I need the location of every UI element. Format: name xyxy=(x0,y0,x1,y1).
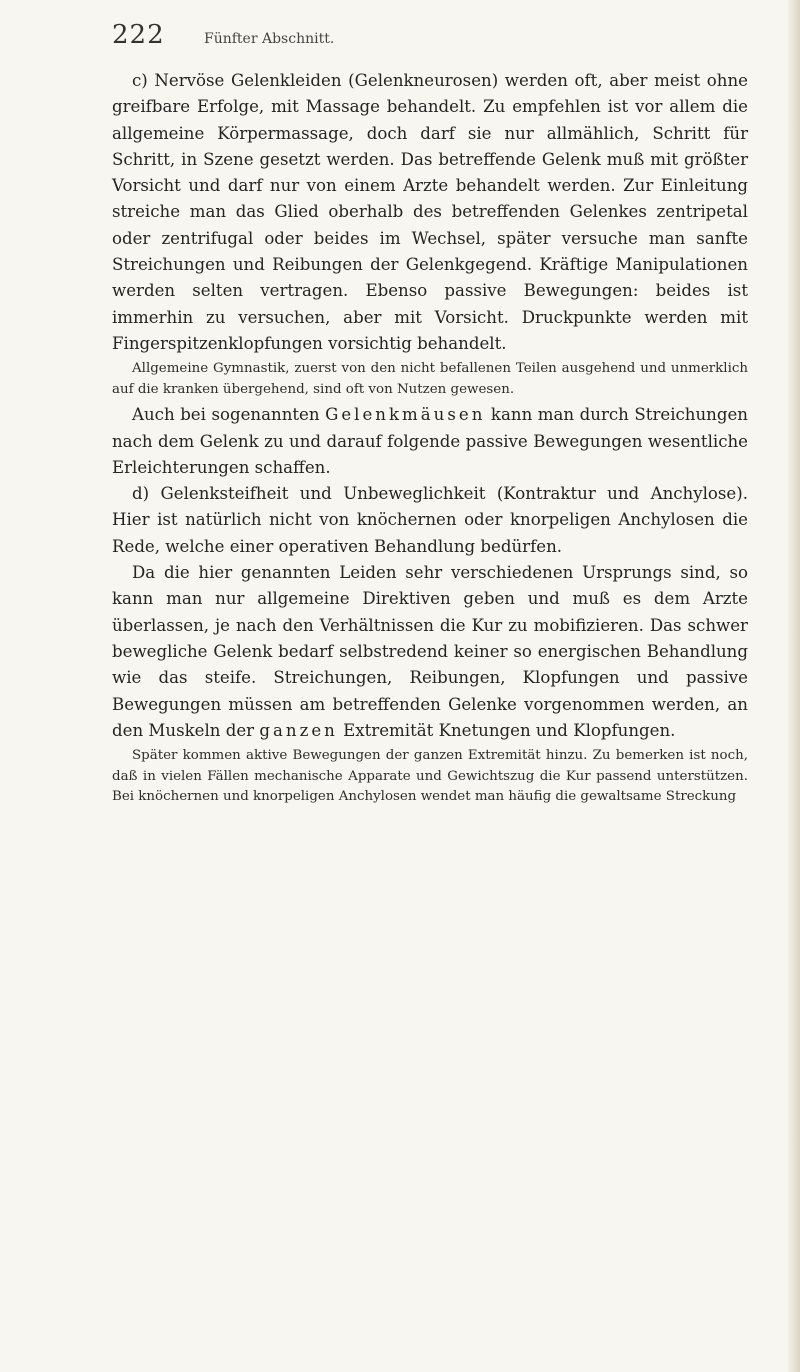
paragraph-joint-mice xyxy=(112,402,748,481)
paragraph-text: Da die hier genannten Leiden sehr verschiedenen Ursprungs sind, so kann man nur allgemeine Direktiven geben und muß es dem Arzte überlassen, je nach den Verhältnissen die Kur zu mobifizieren. Das schwer bewegliche Gelenk bedarf selbstredend keiner so energischen Behandlung wie das steife. Streichungen, Reibungen, Klopfungen und passive Bewegungen müssen am betreffenden Gelenke vorgenommen werden, an den Muskeln der xyxy=(112,563,748,740)
page-header xyxy=(112,20,748,60)
paragraph-text: Hier ist natürlich nicht von knöchernen oder knorpeligen Anchylosen die Rede, welche einer operativen Behandlung bedürfen. xyxy=(112,510,748,556)
footnote-gymnastics: Allgemeine Gymnastik, zuerst von den nicht befallenen Teilen ausgehend und unmerklich auf die kranken übergehend, sind oft von Nutzen gewesen. xyxy=(112,361,748,397)
paragraph-text: kann man durch Streichungen nach dem Gelenk zu und darauf folgende passive Bewegungen wesentliche Erleichterungen schaffen. xyxy=(112,405,748,477)
body-text xyxy=(112,68,748,808)
paragraph-text: Extremität Knetungen und Klopfungen. xyxy=(337,720,676,740)
paragraph-joint-stiffness xyxy=(112,481,748,560)
footnote-active-movements: Später kommen aktive Bewegungen der ganzen Extremität hinzu. Zu bemerken ist noch, daß in vielen Fällen mechanische Apparate und Gewichtszug die Kur passend unterstützen. Bei knöchernen und knorpeligen Anchylosen wendet man häufig die gewaltsame Streckung xyxy=(112,748,748,805)
spaced-term-gelenkmaeusen: Gelenkmäusen xyxy=(325,405,486,425)
paragraph-text: werden oft, aber meist ohne greifbare Erfolge, mit Massage behandelt. Zu empfehlen ist vor allem die allgemeine Körpermassage, doch darf sie nur allmählich, Schritt für Schritt, in Szene gesetzt werden. Das betreffende Gelenk muß mit größter Vorsicht und darf nur von einem Arzte behandelt werden. Zur Einleitung streiche man das Glied oberhalb des betreffenden Gelenkes zentripetal oder zentrifugal oder beides im Wechsel, später versuche man sanfte Streichungen und Reibungen der Gelenkgegend. Kräftige Manipulationen werden selten vertragen. Ebenso passive Bewegungen: beides ist immerhin zu versuchen, aber mit Vorsicht. Druckpunkte werden mit Fingerspitzenklopfungen vorsichtig behandelt. xyxy=(112,71,748,353)
running-head: Fünfter Abschnitt. xyxy=(204,31,335,47)
page-number: 222 xyxy=(112,20,165,50)
section-label-c: c) Nervöse Gelenkleiden (Gelenkneurosen) xyxy=(132,71,499,90)
section-label-d: d) Gelenksteifheit und Unbeweglichkeit (Kontraktur und Anchylose). xyxy=(132,484,748,504)
paragraph-nervous-joint-disorders xyxy=(112,68,748,357)
spaced-term-ganzen: ganzen xyxy=(259,720,338,740)
page-edge xyxy=(788,0,800,1372)
paragraph-lead: Auch bei sogenannten xyxy=(132,405,326,425)
paragraph-treatment-directives xyxy=(112,560,748,744)
